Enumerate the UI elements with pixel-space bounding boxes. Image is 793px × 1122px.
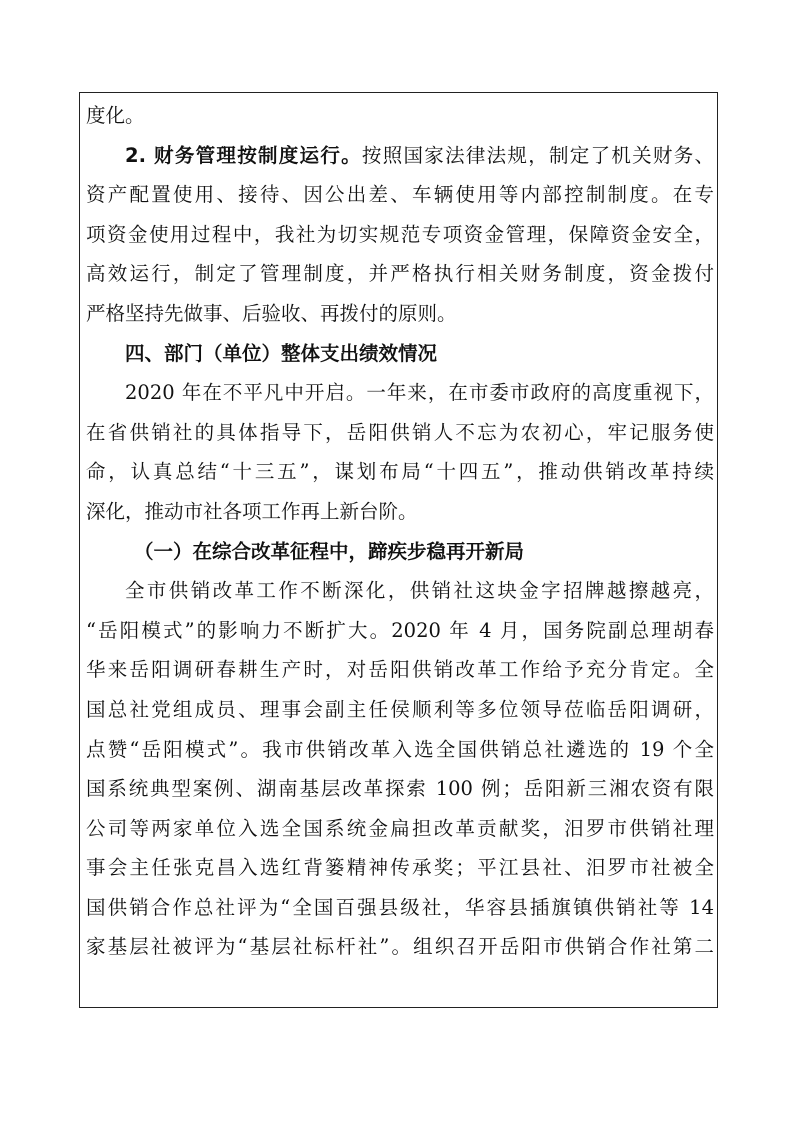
- paragraph-line: 2. 财务管理按制度运行。按照国家法律法规，制定了机关财务、: [125, 143, 714, 167]
- paragraph-line: 国系统典型案例、湖南基层改革探索 100 例；岳阳新三湘农资有限: [86, 777, 714, 801]
- paragraph-line: 度化。: [86, 104, 145, 127]
- paragraph-line: 在省供销社的具体指导下，岳阳供销人不忘为农初心，牢记服务使: [86, 420, 714, 444]
- paragraph-line: 命，认真总结“十三五”，谋划布局“十四五”，推动供销改革持续: [86, 460, 714, 484]
- lead-heading: 2. 财务管理按制度运行。: [125, 143, 362, 167]
- subsection-heading: （一）在综合改革征程中，蹄疾步稳再开新局: [134, 539, 525, 563]
- paragraph-line: 公司等两家单位入选全国系统金扁担改革贡献奖，汨罗市供销社理: [86, 816, 714, 840]
- paragraph-line: 2020 年在不平凡中开启。一年来，在市委市政府的高度重视下，: [125, 381, 714, 405]
- paragraph-line: “岳阳模式”的影响力不断扩大。2020 年 4 月，国务院副总理胡春: [86, 618, 714, 642]
- paragraph-line: 事会主任张克昌入选红背篓精神传承奖；平江县社、汨罗市社被全: [86, 856, 714, 880]
- paragraph-line: 家基层社被评为“基层社标杆社”。组织召开岳阳市供销合作社第二: [86, 935, 714, 959]
- paragraph-line: 国供销合作总社评为“全国百强县级社，华容县插旗镇供销社等 14: [86, 895, 714, 919]
- paragraph-line: 严格坚持先做事、后验收、再拨付的原则。: [86, 301, 457, 325]
- section-heading: 四、部门（单位）整体支出绩效情况: [125, 341, 438, 365]
- document-body: [86, 96, 714, 967]
- paragraph-line: 国总社党组成员、理事会副主任侯顺利等多位领导莅临岳阳调研，: [86, 697, 714, 721]
- paragraph-line: 项资金使用过程中，我社为切实规范专项资金管理，保障资金安全，: [86, 222, 714, 246]
- paragraph-line: 深化，推动市社各项工作再上新台阶。: [86, 499, 418, 523]
- paragraph-line: 点赞“岳阳模式”。我市供销改革入选全国供销总社遴选的 19 个全: [86, 737, 714, 761]
- paragraph-line: 全市供销改革工作不断深化，供销社这块金字招牌越擦越亮，: [125, 579, 714, 603]
- paragraph-line: 华来岳阳调研春耕生产时，对岳阳供销改革工作给予充分肯定。全: [86, 658, 714, 682]
- paragraph-line: 资产配置使用、接待、因公出差、车辆使用等内部控制制度。在专: [86, 183, 714, 207]
- paragraph-line: 高效运行，制定了管理制度，并严格执行相关财务制度，资金拨付: [86, 262, 714, 286]
